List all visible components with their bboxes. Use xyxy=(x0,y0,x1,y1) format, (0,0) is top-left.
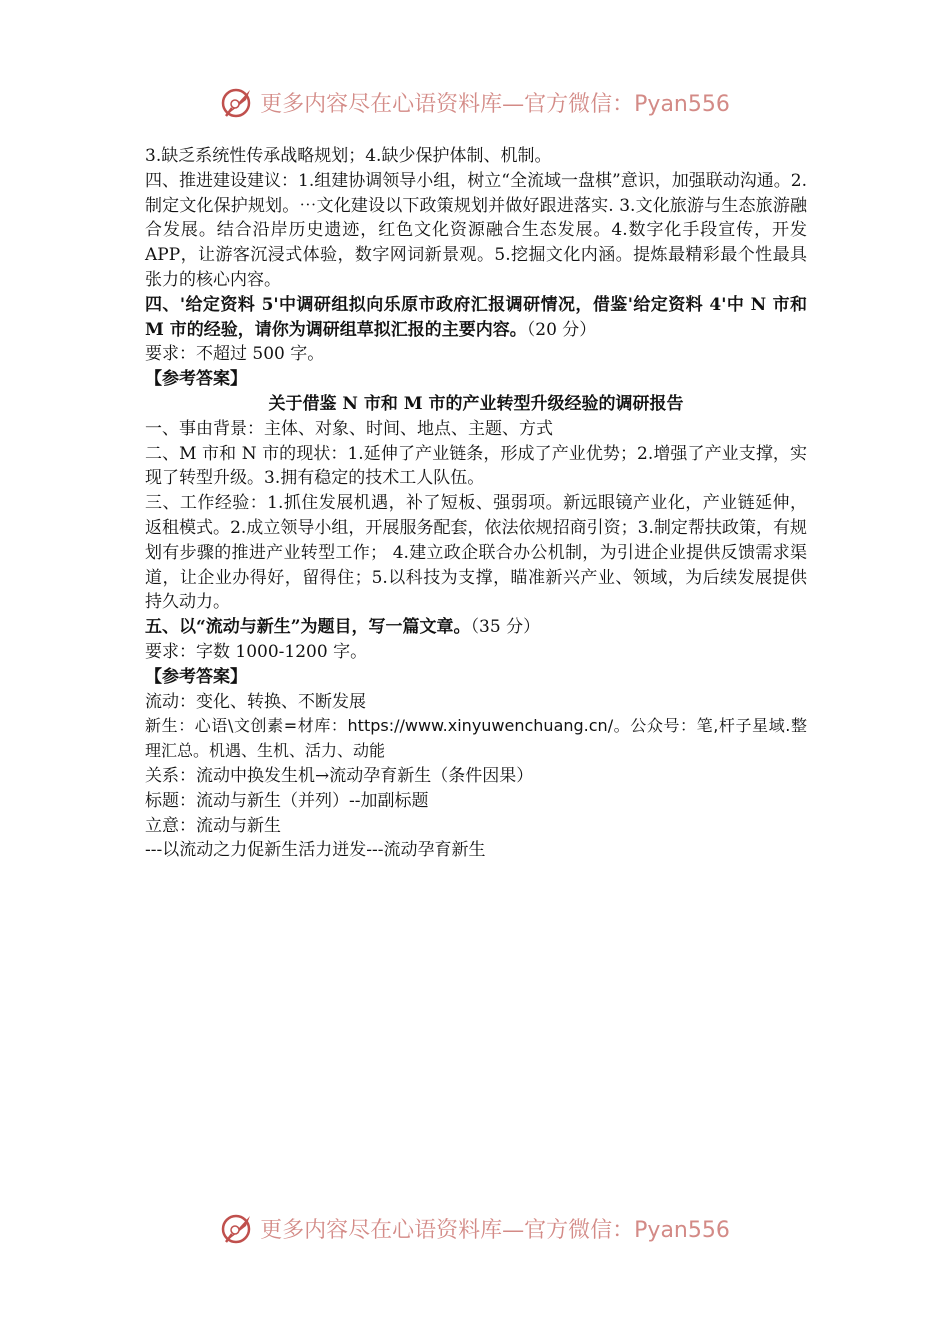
question-4: 四、'给定资料 5'中调研组拟向乐原市政府汇报调研情况，借鉴'给定资料 4'中 N 市和 M 市的经验，请你为调研组草拟汇报的主要内容。（20 分） xyxy=(145,294,807,340)
report-section-1: 一、事由背景：主体、对象、时间、地点、主题、方式 xyxy=(145,418,553,439)
report-section-3: 三、工作经验：1.抓住发展机遇，补了短板、强弱项。新远眼镜产业化，产业链延伸，返租模式。2.成立领导小组，开展服务配套，依法依规招商引资；3.制定帮扶政策，有规划有步骤的推进产业转型工作； 4.建立政企联合办公机制，为引进企业提供反馈需求渠道，让企业办得好，留得住；5.以科技为支撑，瞄准新兴产业、领域，为后续发展提供持久动力。 xyxy=(145,493,807,613)
intent-line: 立意：流动与新生 xyxy=(145,815,281,836)
answer-label: 【参考答案】 xyxy=(145,666,247,687)
banner-text: 更多内容尽在心语资料库—官方微信：Pyan556 xyxy=(260,91,730,117)
question-4-requirement: 要求：不超过 500 字。 xyxy=(145,344,325,365)
report-title: 关于借鉴 N 市和 M 市的产业转型升级经验的调研报告 xyxy=(268,393,684,414)
header-watermark-banner xyxy=(0,82,950,122)
newlife-line: 新生：心语\文创素=材库：https://www.xinyuwenchuang.cn/。公众号：笔,杆子星域.整理汇总。机遇、生机、活力、动能 xyxy=(145,716,807,761)
title-line: 标题：流动与新生（并列）--加副标题 xyxy=(145,790,429,811)
question-5-requirement: 要求：字数 1000-1200 字。 xyxy=(145,641,368,662)
footer-watermark-banner xyxy=(0,1208,950,1248)
question-5: 五、以“流动与新生”为题目，写一篇文章。（35 分） xyxy=(145,617,541,638)
flow-line: 流动：变化、转换、不断发展 xyxy=(145,691,366,712)
subtitle-line: ---以流动之力促新生活力迸发---流动孕育新生 xyxy=(145,840,486,861)
quill-logo-icon xyxy=(220,1210,256,1246)
suggestions-paragraph: 四、推进建设建议：1.组建协调领导小组，树立“全流域一盘棋”意识，加强联动沟通。2.制定文化保护规划。⋯文化建设以下政策规划并做好跟进落实. 3.文化旅游与生态旅游融合发展。结合沿岸历史遗迹，红色文化资源融合生态发展。4.数字化手段宣传，开发 APP，让游客沉浸式体验，数字网词新景观。5.挖掘文化内涵。提炼最精彩最个性最具张力的核心内容。 xyxy=(145,170,807,290)
answer-label: 【参考答案】 xyxy=(145,369,247,390)
banner-text: 更多内容尽在心语资料库—官方微信：Pyan556 xyxy=(260,1217,730,1243)
relation-line: 关系：流动中换发生机→流动孕育新生（条件因果） xyxy=(145,765,534,786)
document-body xyxy=(145,144,807,863)
challenge-line: 3.缺乏系统性传承战略规划；4.缺少保护体制、机制。 xyxy=(145,146,552,166)
report-section-2: 二、M 市和 N 市的现状：1.延伸了产业链条，形成了产业优势；2.增强了产业支撑，实现了转型升级。3.拥有稳定的技术工人队伍。 xyxy=(145,443,807,489)
quill-logo-icon xyxy=(220,84,256,120)
